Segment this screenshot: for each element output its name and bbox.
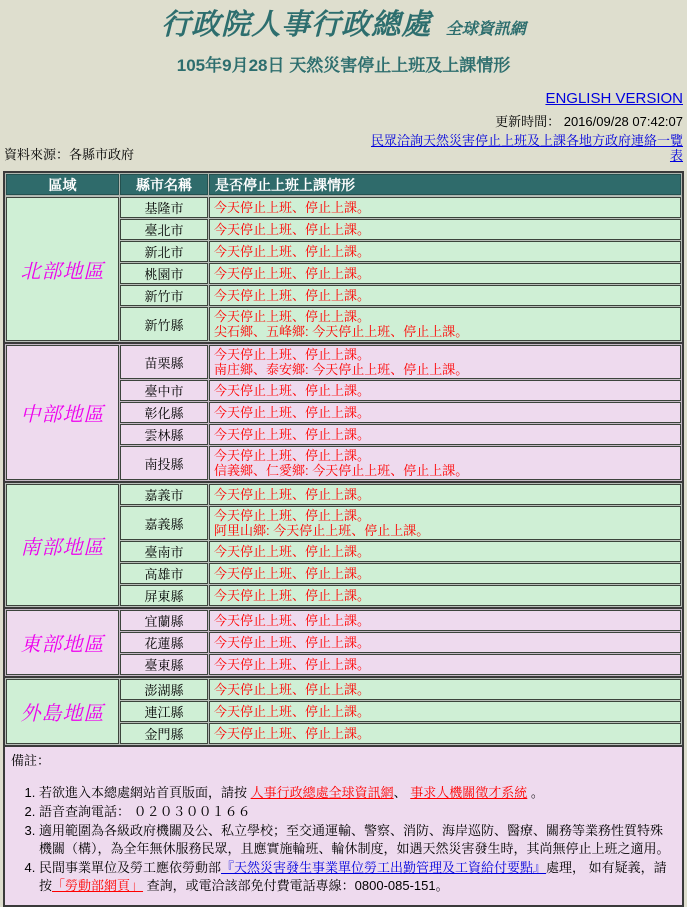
notes-section	[5, 745, 682, 905]
status-line: 今天停止上班、停止上課。	[214, 613, 371, 628]
status-line: 今天停止上班、停止上課。	[214, 383, 371, 398]
status-text	[209, 345, 681, 379]
city-name: 彰化縣	[120, 402, 208, 423]
city-name: 苗栗縣	[120, 345, 208, 379]
status-text	[209, 701, 681, 722]
status-text	[209, 380, 681, 401]
status-line: 今天停止上班、停止上課。	[214, 200, 371, 215]
city-name: 臺中市	[120, 380, 208, 401]
update-time-value: 2016/09/28 07:42:07	[563, 114, 683, 129]
status-line: 今天停止上班、停止上課。	[214, 588, 371, 603]
note-text: 語音查詢電話： ０２０３００１６６	[39, 804, 251, 819]
data-source-label: 資料來源：各縣市政府	[4, 147, 135, 162]
status-line: 今天停止上班、停止上課。	[214, 635, 371, 650]
status-line: 阿里山鄉: 今天停止上班、停止上課。	[214, 523, 430, 538]
city-name: 雲林縣	[120, 424, 208, 445]
status-line: 今天停止上班、停止上課。	[214, 508, 371, 523]
status-line: 信義鄉、仁愛鄉: 今天停止上班、停止上課。	[214, 463, 469, 478]
region-label: 中部地區	[6, 345, 119, 480]
note-item-4	[39, 859, 674, 895]
note-item-1	[39, 784, 674, 802]
status-line: 今天停止上班、停止上課。	[214, 704, 371, 719]
status-table	[3, 171, 684, 907]
note-link-red[interactable]: 事求人機關徵才系統	[410, 785, 528, 800]
region-block-5	[5, 676, 682, 745]
status-table-header	[5, 173, 682, 196]
city-name: 南投縣	[120, 446, 208, 480]
header-city: 縣市名稱	[120, 174, 208, 195]
status-line: 今天停止上班、停止上課。	[214, 427, 371, 442]
note-text: 適用範圍為各級政府機關及公、私立學校；至交通運輸、警察、消防、海岸巡防、醫療、關務等業務性質特殊機關（構），為全年無休服務民眾，且應實施輪班、輪休制度，如遇天然災害發生時，其尚無停止上班之適用。	[39, 823, 670, 856]
status-text	[209, 484, 681, 505]
status-text	[209, 197, 681, 218]
status-line: 尖石鄉、五峰鄉: 今天停止上班、停止上課。	[214, 324, 469, 339]
status-table-body	[5, 196, 682, 745]
region-label: 外島地區	[6, 679, 119, 744]
status-text	[209, 446, 681, 480]
region-block-3	[5, 481, 682, 607]
region-label: 東部地區	[6, 610, 119, 675]
status-line: 今天停止上班、停止上課。	[214, 544, 371, 559]
status-text	[209, 285, 681, 306]
status-line: 今天停止上班、停止上課。	[214, 448, 371, 463]
page-header	[0, 0, 687, 165]
note-item-3	[39, 822, 674, 858]
status-line: 今天停止上班、停止上課。	[214, 566, 371, 581]
city-name: 新北市	[120, 241, 208, 262]
region-label: 南部地區	[6, 484, 119, 606]
region-block-4	[5, 607, 682, 676]
status-line: 今天停止上班、停止上課。	[214, 487, 371, 502]
city-name: 宜蘭縣	[120, 610, 208, 631]
site-title: 行政院人事行政總處	[161, 9, 432, 41]
status-text	[209, 219, 681, 240]
city-name: 臺北市	[120, 219, 208, 240]
update-time-line	[365, 111, 683, 130]
city-name: 臺東縣	[120, 654, 208, 675]
status-line: 今天停止上班、停止上課。	[214, 309, 371, 324]
info-row	[0, 90, 687, 165]
note-text: 、	[393, 785, 411, 800]
status-text	[209, 679, 681, 700]
header-status: 是否停止上班上課情形	[209, 174, 681, 195]
status-line: 南庄鄉、泰安鄉: 今天停止上班、停止上課。	[214, 362, 469, 377]
status-line: 今天停止上班、停止上課。	[214, 347, 371, 362]
city-name: 桃園市	[120, 263, 208, 284]
status-text	[209, 424, 681, 445]
note-text: 民間事業單位及勞工應依勞動部	[39, 860, 222, 875]
status-line: 今天停止上班、停止上課。	[214, 244, 371, 259]
status-line: 今天停止上班、停止上課。	[214, 657, 371, 672]
status-line: 今天停止上班、停止上課。	[214, 405, 371, 420]
status-line: 今天停止上班、停止上課。	[214, 288, 371, 303]
city-name: 金門縣	[120, 723, 208, 744]
city-name: 臺南市	[120, 541, 208, 562]
status-text	[209, 723, 681, 744]
city-name: 嘉義縣	[120, 506, 208, 540]
note-link-blue[interactable]: 『天然災害發生事業單位勞工出勤管理及工資給付要點』	[221, 860, 547, 875]
city-name: 連江縣	[120, 701, 208, 722]
city-name: 屏東縣	[120, 585, 208, 606]
note-text: 若欲進入本總處網站首頁版面，請按	[39, 785, 251, 800]
status-line: 今天停止上班、停止上課。	[214, 726, 371, 741]
status-text	[209, 307, 681, 341]
status-text	[209, 654, 681, 675]
city-name: 新竹市	[120, 285, 208, 306]
status-text	[209, 610, 681, 631]
region-block-2	[5, 342, 682, 481]
site-title-row	[0, 7, 687, 48]
status-line: 今天停止上班、停止上課。	[214, 682, 371, 697]
city-name: 高雄市	[120, 563, 208, 584]
status-text	[209, 632, 681, 653]
city-name: 嘉義市	[120, 484, 208, 505]
page-title: 105年9月28日 天然災害停止上班及上課情形	[176, 56, 511, 75]
city-name: 新竹縣	[120, 307, 208, 341]
local-gov-contact-link[interactable]: 民眾洽詢天然災害停止上班及上課各地方政府連絡一覽表	[370, 133, 683, 163]
update-time-label: 更新時間：	[495, 114, 561, 129]
note-text: 處理， 如有疑義，請按	[39, 860, 667, 893]
region-label: 北部地區	[6, 197, 119, 341]
status-line: 今天停止上班、停止上課。	[214, 222, 371, 237]
city-name: 基隆市	[120, 197, 208, 218]
note-item-2	[39, 803, 674, 821]
region-block-1	[5, 196, 682, 342]
status-text	[209, 585, 681, 606]
header-region: 區域	[6, 174, 119, 195]
note-link-red[interactable]: 「勞動部網頁」	[52, 878, 144, 893]
status-text	[209, 541, 681, 562]
notes-label: 備註：	[11, 753, 51, 768]
status-text	[209, 506, 681, 540]
city-name: 澎湖縣	[120, 679, 208, 700]
site-title-suffix: 全球資訊網	[445, 21, 526, 38]
notes-list	[11, 784, 674, 895]
city-name: 花蓮縣	[120, 632, 208, 653]
right-info	[365, 90, 683, 165]
status-text	[209, 402, 681, 423]
status-text	[209, 563, 681, 584]
note-text: 查詢，或電洽該部免付費電話專線：0800-085-151。	[143, 878, 449, 893]
status-line: 今天停止上班、停止上課。	[214, 266, 371, 281]
status-text	[209, 263, 681, 284]
english-version-link[interactable]: ENGLISH VERSION	[545, 90, 683, 107]
note-text: 。	[527, 785, 544, 800]
note-link-red[interactable]: 人事行政總處全球資訊網	[250, 785, 394, 800]
status-text	[209, 241, 681, 262]
